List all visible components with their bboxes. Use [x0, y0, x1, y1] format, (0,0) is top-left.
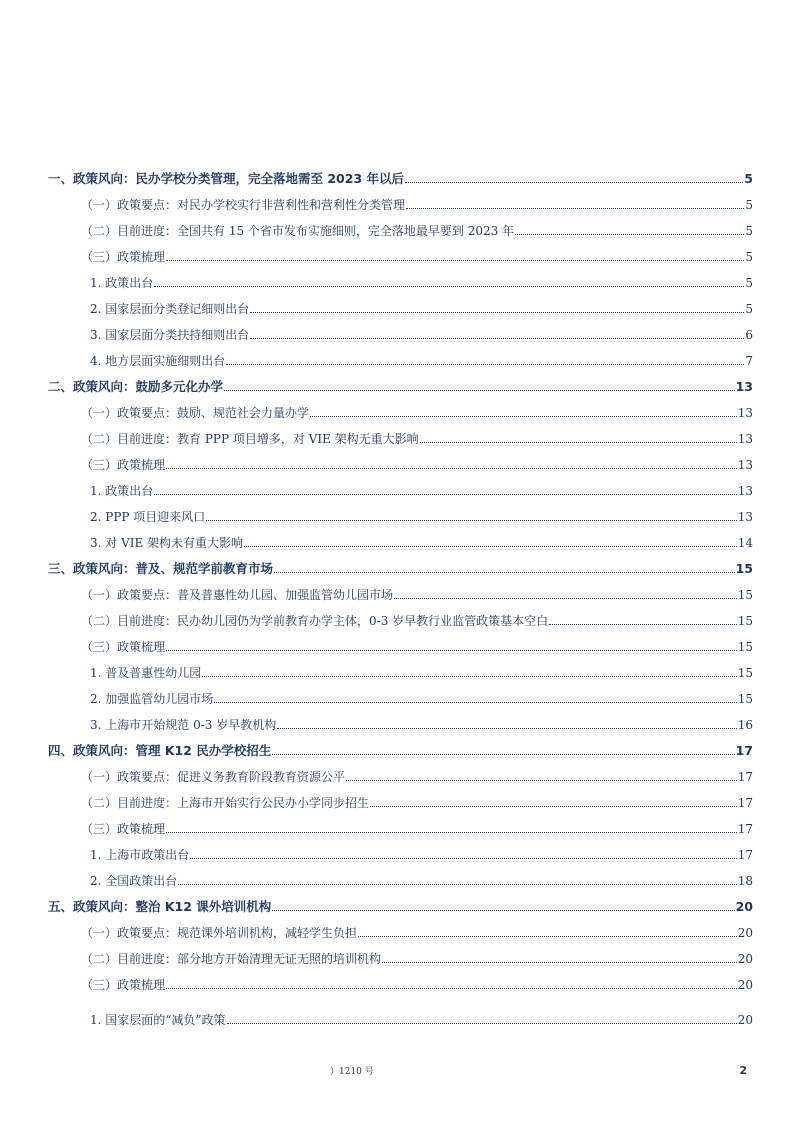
toc-entry[interactable] — [48, 972, 753, 992]
toc-dot-leader — [406, 208, 744, 209]
toc-dot-leader — [166, 468, 737, 469]
toc-entry-page: 13 — [737, 484, 753, 498]
toc-entry[interactable] — [48, 842, 753, 862]
toc-entry-page: 5 — [745, 198, 753, 212]
toc-dot-leader — [272, 910, 734, 911]
toc-entry-title: （三）政策梳理 — [81, 640, 166, 654]
toc-entry[interactable] — [48, 374, 753, 394]
toc-entry[interactable] — [48, 270, 753, 290]
toc-entry[interactable] — [48, 868, 753, 888]
toc-entry[interactable] — [48, 478, 753, 498]
toc-entry-title: 1. 政策出台 — [90, 484, 154, 498]
toc-entry[interactable] — [48, 608, 753, 628]
toc-dot-leader — [224, 390, 735, 391]
toc-entry-title: 2. 加强监管幼儿园市场 — [90, 692, 214, 706]
toc-entry-page: 15 — [737, 614, 753, 628]
toc-entry-page: 17 — [737, 796, 753, 810]
toc-dot-leader — [166, 832, 737, 833]
toc-entry-page: 13 — [737, 406, 753, 420]
toc-entry-page: 13 — [737, 458, 753, 472]
toc-entry[interactable] — [48, 634, 753, 654]
toc-entry-page: 20 — [737, 1013, 753, 1027]
toc-entry-page: 20 — [737, 926, 753, 940]
toc-entry-title: 四、政策风向：管理 K12 民办学校招生 — [48, 743, 272, 758]
toc-dot-leader — [250, 338, 744, 339]
toc-entry-title: （一）政策要点：促进义务教育阶段教育资源公平 — [81, 770, 346, 784]
toc-entry[interactable] — [48, 686, 753, 706]
toc-entry[interactable] — [48, 946, 753, 966]
toc-entry[interactable] — [48, 166, 753, 186]
toc-entry-title: 1. 普及普惠性幼儿园 — [90, 666, 202, 680]
toc-entry[interactable] — [48, 894, 753, 914]
toc-entry-page: 5 — [744, 171, 753, 186]
toc-entry-title: 3. 上海市开始规范 0-3 岁早教机构 — [90, 718, 277, 732]
toc-entry-title: 4. 地方层面实施细则出台 — [90, 354, 226, 368]
toc-dot-leader — [274, 572, 735, 573]
toc-entry[interactable] — [48, 452, 753, 472]
toc-entry-title: （二）目前进度：教育 PPP 项目增多，对 VIE 架构无重大影响 — [81, 432, 419, 446]
toc-dot-leader — [202, 676, 736, 677]
toc-entry-page: 15 — [737, 666, 753, 680]
toc-dot-leader — [405, 182, 743, 183]
toc-dot-leader — [166, 260, 744, 261]
toc-dot-leader — [206, 520, 736, 521]
toc-dot-leader — [178, 884, 736, 885]
toc-dot-leader — [166, 988, 737, 989]
toc-entry-title: （一）政策要点：鼓励、规范社会力量办学 — [81, 406, 310, 420]
toc-dot-leader — [382, 962, 737, 963]
toc-entry-page: 13 — [735, 379, 753, 394]
toc-dot-leader — [227, 1023, 737, 1024]
toc-entry-title: （三）政策梳理 — [81, 978, 166, 992]
toc-entry-title: （二）目前进度：全国共有 15 个省市发布实施细则，完全落地最早要到 2023 年 — [81, 224, 515, 238]
toc-entry-title: 1. 政策出台 — [90, 276, 154, 290]
toc-entry-page: 13 — [737, 432, 753, 446]
toc-dot-leader — [394, 598, 737, 599]
toc-dot-leader — [370, 806, 737, 807]
toc-entry-page: 15 — [737, 692, 753, 706]
toc-entry-page: 7 — [745, 354, 753, 368]
toc-entry[interactable] — [48, 244, 753, 264]
toc-dot-leader — [346, 780, 737, 781]
toc-entry[interactable] — [48, 296, 753, 316]
toc-entry[interactable] — [48, 322, 753, 342]
toc-entry-page: 17 — [735, 743, 753, 758]
toc-entry[interactable] — [48, 790, 753, 810]
toc-entry[interactable] — [48, 738, 753, 758]
toc-dot-leader — [272, 754, 734, 755]
toc-entry[interactable] — [48, 426, 753, 446]
toc-entry[interactable] — [48, 556, 753, 576]
toc-entry[interactable] — [48, 348, 753, 368]
footer-note: ）1210 号 — [330, 1067, 374, 1077]
toc-entry-title: 3. 对 VIE 架构未有重大影响 — [90, 536, 244, 550]
toc-dot-leader — [226, 364, 744, 365]
toc-dot-leader — [190, 858, 736, 859]
toc-entry-title: 1. 国家层面的“减负”政策 — [90, 1013, 226, 1027]
toc-entry[interactable] — [48, 764, 753, 784]
toc-dot-leader — [250, 312, 744, 313]
toc-entry-page: 15 — [735, 561, 753, 576]
toc-entry-page: 20 — [735, 899, 753, 914]
toc-entry-title: 2. PPP 项目迎来风口 — [90, 510, 206, 524]
toc-entry-page: 5 — [745, 224, 753, 238]
toc-entry-title: 2. 全国政策出台 — [90, 874, 178, 888]
toc-entry-page: 5 — [745, 302, 753, 316]
toc-entry-page: 16 — [737, 718, 753, 732]
toc-dot-leader — [358, 936, 737, 937]
toc-entry-page: 15 — [737, 588, 753, 602]
toc-entry-title: （一）政策要点：对民办学校实行非营利性和营利性分类管理 — [81, 198, 406, 212]
toc-entry-page: 6 — [745, 328, 753, 342]
toc-entry-title: 五、政策风向：整治 K12 课外培训机构 — [48, 899, 272, 914]
toc-entry[interactable] — [48, 660, 753, 680]
toc-entry[interactable] — [48, 712, 753, 732]
toc-dot-leader — [154, 494, 736, 495]
toc-entry[interactable] — [48, 816, 753, 836]
toc-entry-page: 15 — [737, 640, 753, 654]
toc-entry-page: 17 — [737, 848, 753, 862]
toc-entry-page: 20 — [737, 978, 753, 992]
toc-entry-page: 17 — [737, 822, 753, 836]
toc-entry-title: （三）政策梳理 — [81, 250, 166, 264]
toc-dot-leader — [244, 546, 737, 547]
toc-entry-title: （一）政策要点：规范课外培训机构，减轻学生负担 — [81, 926, 358, 940]
toc-entry[interactable] — [48, 582, 753, 602]
toc-entry-page: 5 — [745, 276, 753, 290]
toc-dot-leader — [549, 624, 737, 625]
toc-entry-title: 一、政策风向：民办学校分类管理，完全落地需至 2023 年以后 — [48, 171, 404, 186]
toc-entry-page: 13 — [737, 510, 753, 524]
toc-entry-page: 5 — [745, 250, 753, 264]
toc-entry[interactable] — [48, 920, 753, 940]
toc-dot-leader — [166, 650, 737, 651]
toc-entry[interactable] — [48, 504, 753, 524]
toc-entry-title: 2. 国家层面分类登记细则出台 — [90, 302, 250, 316]
toc-entry-page: 17 — [737, 770, 753, 784]
toc-entry-title: （三）政策梳理 — [81, 458, 166, 472]
toc-entry[interactable] — [48, 192, 753, 212]
toc-entry-title: 1. 上海市政策出台 — [90, 848, 190, 862]
toc-dot-leader — [420, 442, 737, 443]
toc-entry-page: 18 — [737, 874, 753, 888]
toc-entry[interactable] — [48, 530, 753, 550]
toc-dot-leader — [310, 416, 737, 417]
toc-entry-title: （二）目前进度：民办幼儿园仍为学前教育办学主体，0-3 岁早教行业监管政策基本空白 — [81, 614, 549, 628]
toc-entry-title: （三）政策梳理 — [81, 822, 166, 836]
toc-entry[interactable] — [48, 218, 753, 238]
toc-entry-title: （二）目前进度：上海市开始实行公民办小学同步招生 — [81, 796, 370, 810]
toc-entry-page: 20 — [737, 952, 753, 966]
toc-entry-page: 14 — [737, 536, 753, 550]
toc-dot-leader — [154, 286, 744, 287]
toc-entry-title: （二）目前进度：部分地方开始清理无证无照的培训机构 — [81, 952, 382, 966]
toc-entry[interactable] — [48, 1007, 753, 1027]
toc-dot-leader — [214, 702, 736, 703]
toc-dot-leader — [277, 728, 737, 729]
toc-entry-title: 二、政策风向：鼓励多元化办学 — [48, 379, 224, 394]
page-number: 2 — [739, 1064, 747, 1077]
toc-entry-title: 三、政策风向：普及、规范学前教育市场 — [48, 561, 274, 576]
toc-entry-title: 3. 国家层面分类扶持细则出台 — [90, 328, 250, 342]
toc-dot-leader — [515, 234, 744, 235]
toc-entry-title: （一）政策要点：普及普惠性幼儿园、加强监管幼儿园市场 — [81, 588, 394, 602]
toc-entry[interactable] — [48, 400, 753, 420]
